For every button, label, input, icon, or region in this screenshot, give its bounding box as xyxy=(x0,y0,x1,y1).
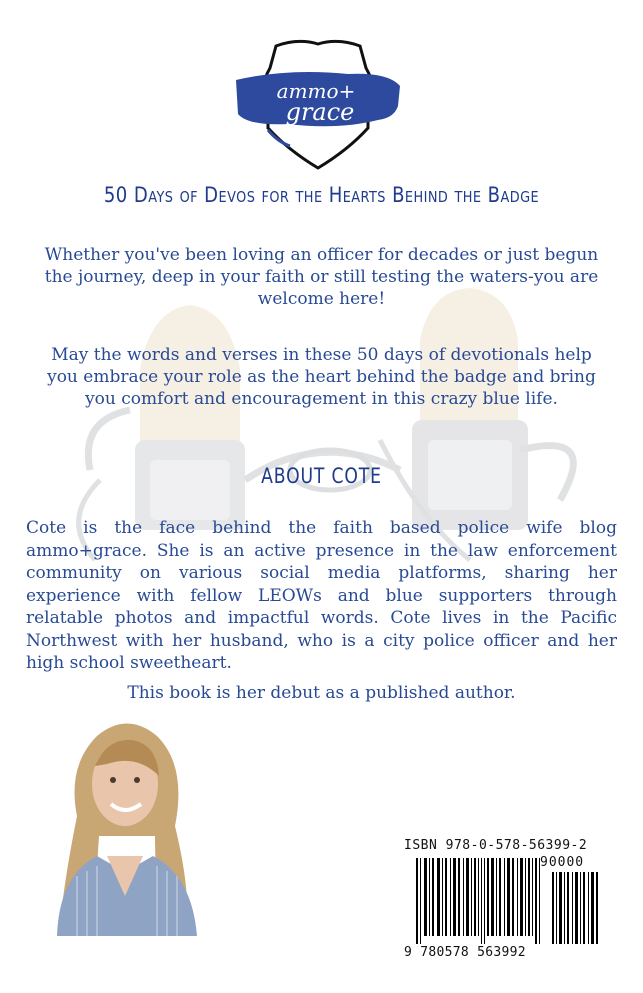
logo-text-bottom: grace xyxy=(285,98,355,126)
author-debut: This book is her debut as a published author. xyxy=(127,683,516,703)
author-bio: Cote is the face behind the faith based police wife blog ammo+grace. She is an active presence in the law enforcement community on various social media platforms, sharing her experience with fellow LEOWs and blue supporters through relatable photos and impactful words. Cote lives in the Pacific Northwest with her husband, who is a city police officer and her high school sweetheart. xyxy=(26,518,617,673)
brand-logo xyxy=(228,38,408,170)
logo-text-top: ammo+ xyxy=(276,79,356,103)
author-photo xyxy=(37,706,212,936)
barcode-bars xyxy=(416,858,600,944)
book-subtitle: 50 Days of Devos for the Hearts Behind the Badge xyxy=(103,183,540,207)
about-heading: ABOUT COTE xyxy=(261,464,382,488)
badge-icon xyxy=(228,38,408,170)
price-code: 90000 xyxy=(540,855,585,870)
isbn-number: ISBN 978-0-578-56399-2 xyxy=(404,838,588,853)
isbn-barcode xyxy=(404,838,600,964)
intro-paragraph: Whether you've been loving an officer for decades or just begun the journey, deep in your faith or still testing the waters-you are welcome here! xyxy=(44,245,599,309)
devotional-paragraph: May the words and verses in these 50 days of devotionals help you embrace your role as the heart behind the badge and bring you comfort and encouragement in this crazy blue life. xyxy=(47,345,596,409)
ean-digits: 9 780578 563992 xyxy=(404,945,526,960)
